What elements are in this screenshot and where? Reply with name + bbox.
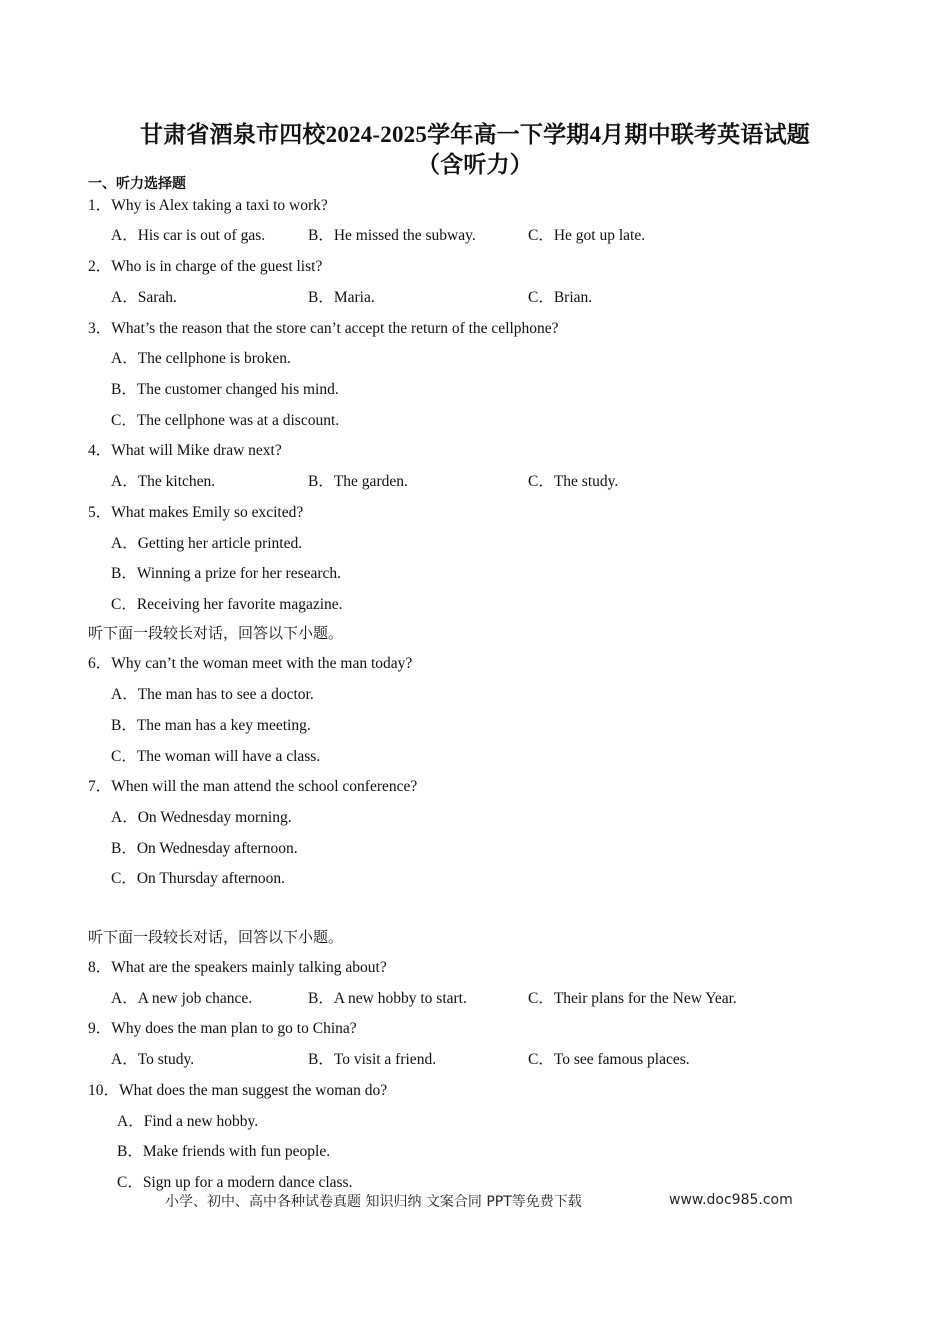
option-2c: C．Brian. <box>528 289 593 306</box>
question-text: Why does the man plan to go to China? <box>111 1020 357 1037</box>
listening-instruction: 听下面一段较长对话，回答以下小题。 <box>88 930 344 946</box>
option-7b: B．On Wednesday afternoon. <box>111 840 298 857</box>
option-8c: C．Their plans for the New Year. <box>528 990 737 1007</box>
option-6b: B．The man has a key meeting. <box>111 717 311 734</box>
question-4 <box>88 438 282 460</box>
option-1a: A．His car is out of gas. <box>111 227 266 244</box>
footer-link[interactable]: www.doc985.com <box>669 1192 793 1208</box>
question-number: 10． <box>88 1082 120 1099</box>
question-text: What makes Emily so excited? <box>111 504 304 521</box>
option-9c: C．To see famous places. <box>528 1051 690 1068</box>
option-3c: C．The cellphone was at a discount. <box>111 412 340 429</box>
option-2a: A．Sarah. <box>111 289 177 306</box>
question-5 <box>88 500 303 522</box>
option-2b: B．Maria. <box>308 289 375 306</box>
question-text: Who is in charge of the guest list? <box>111 258 323 275</box>
question-text: What are the speakers mainly talking about? <box>111 959 387 976</box>
option-5b: B．Winning a prize for her research. <box>111 565 342 582</box>
question-3 <box>88 316 559 338</box>
option-6c: C．The woman will have a class. <box>111 748 321 765</box>
question-number: 1． <box>88 197 112 214</box>
question-7 <box>88 774 417 796</box>
option-4c: C．The study. <box>528 473 619 490</box>
question-text: What does the man suggest the woman do? <box>119 1082 388 1099</box>
option-7a: A．On Wednesday morning. <box>111 809 292 826</box>
question-number: 3． <box>88 320 112 337</box>
question-number: 6． <box>88 655 112 672</box>
option-1c: C．He got up late. <box>528 227 646 244</box>
question-6 <box>88 651 412 673</box>
option-5c: C．Receiving her favorite magazine. <box>111 596 343 613</box>
option-6a: A．The man has to see a doctor. <box>111 686 314 703</box>
question-9 <box>88 1016 357 1038</box>
option-1b: B．He missed the subway. <box>308 227 476 244</box>
option-4b: B．The garden. <box>308 473 408 490</box>
question-10 <box>88 1078 387 1100</box>
question-text: Why is Alex taking a taxi to work? <box>111 197 328 214</box>
option-10a: A．Find a new hobby. <box>117 1113 259 1130</box>
option-3a: A．The cellphone is broken. <box>111 350 291 367</box>
question-number: 7． <box>88 778 112 795</box>
document-subtitle: （含听力） <box>417 152 533 177</box>
question-number: 9． <box>88 1020 112 1037</box>
question-number: 4． <box>88 442 112 459</box>
option-5a: A．Getting her article printed. <box>111 535 303 552</box>
listening-instruction: 听下面一段较长对话，回答以下小题。 <box>88 626 344 642</box>
section-heading: 一、听力选择题 <box>88 176 186 192</box>
question-number: 5． <box>88 504 112 521</box>
option-8a: A．A new job chance. <box>111 990 253 1007</box>
document-title: 甘肃省酒泉市四校2024-2025学年高一下学期4月期中联考英语试题 <box>140 122 810 147</box>
option-9b: B．To visit a friend. <box>308 1051 437 1068</box>
option-9a: A．To study. <box>111 1051 195 1068</box>
option-10c: C．Sign up for a modern dance class. <box>117 1174 353 1191</box>
question-number: 2． <box>88 258 112 275</box>
option-3b: B．The customer changed his mind. <box>111 381 339 398</box>
footer-text: 小学、初中、高中各种试卷真题 知识归纳 文案合同 PPT等免费下载 <box>165 1194 582 1210</box>
question-number: 8． <box>88 959 112 976</box>
question-1 <box>88 193 328 215</box>
question-text: Why can’t the woman meet with the man today? <box>111 655 413 672</box>
option-7c: C．On Thursday afternoon. <box>111 870 286 887</box>
option-4a: A．The kitchen. <box>111 473 216 490</box>
question-text: When will the man attend the school conference? <box>111 778 418 795</box>
question-8 <box>88 955 387 977</box>
question-text: What will Mike draw next? <box>111 442 282 459</box>
question-text: What’s the reason that the store can’t accept the return of the cellphone? <box>111 320 559 337</box>
option-8b: B．A new hobby to start. <box>308 990 467 1007</box>
option-10b: B．Make friends with fun people. <box>117 1143 331 1160</box>
question-2 <box>88 254 322 276</box>
